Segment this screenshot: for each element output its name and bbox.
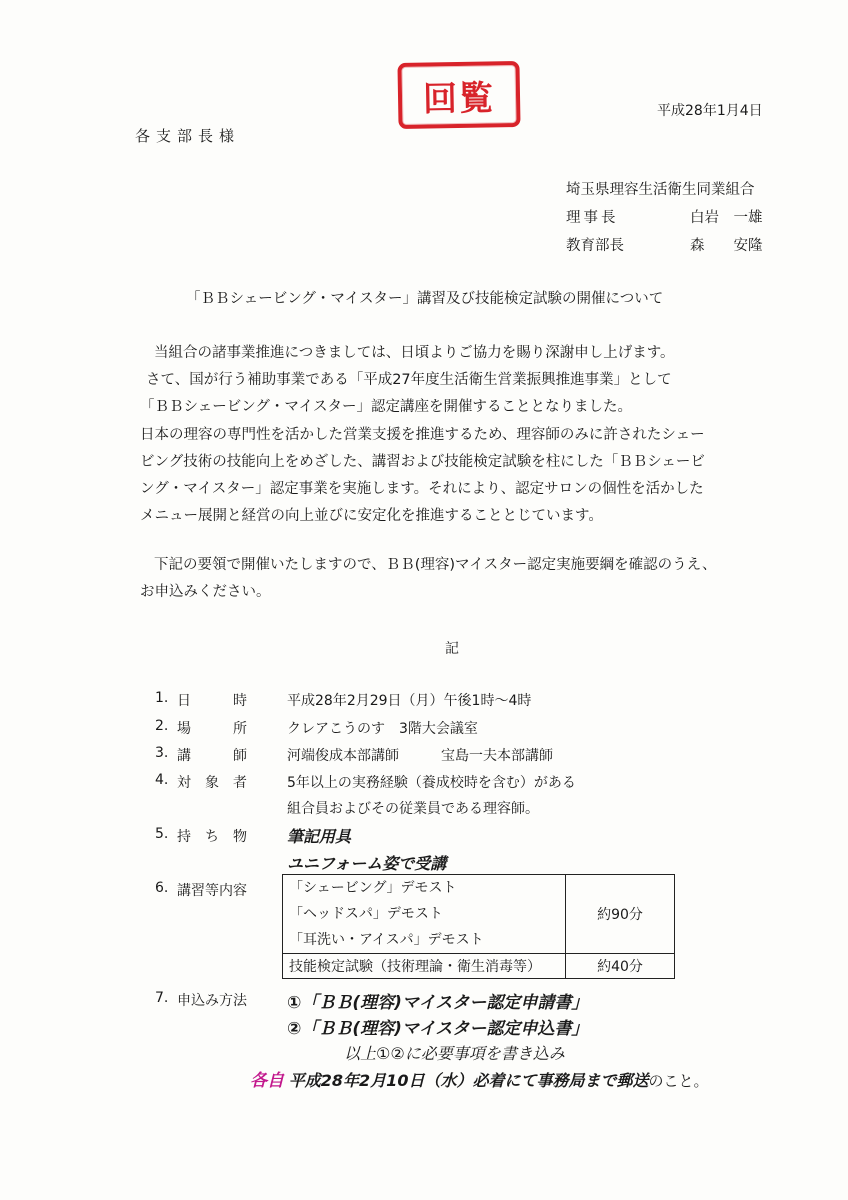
item-number: 5. [155, 826, 169, 842]
item-number: 2. [155, 718, 169, 734]
handwritten-note: 各自 [250, 1071, 284, 1091]
item-value-target-2: 組合員およびその従業員である理容師。 [287, 801, 539, 817]
apply-deadline-line [250, 1066, 708, 1091]
item-value-instructor: 河端俊成本部講師 宝島一夫本部講師 [287, 748, 553, 764]
document-date: 平成28年1月4日 [657, 103, 763, 119]
item-label-instructor: 講 師 [177, 748, 247, 764]
item-value-belongings: 筆記用具 [287, 827, 352, 846]
body-line: 日本の理容の専門性を活かした営業支援を推進するため、理容師のみに許されたシェー [140, 426, 705, 443]
document-title: 「ＢＢシェービング・マイスター」講習及び技能検定試験の開催について [186, 291, 664, 307]
apply-instruction: 以上①②に必要事項を書き込み [344, 1044, 565, 1063]
course-time-cell: 約90分 [566, 875, 675, 954]
item-value-datetime: 平成28年2月29日（月）午後1時～4時 [287, 693, 532, 709]
item-value-uniform: ユニフォーム姿で受講 [287, 854, 447, 873]
exam-time-cell: 約40分 [566, 954, 675, 979]
course-item: 「耳洗い・アイスパ」デモスト [289, 932, 484, 948]
item-label-target: 対 象 者 [177, 775, 247, 791]
apply-form-2: ②「ＢＢ(理容)マイスター認定申込書」 [287, 1019, 589, 1039]
item-number: 7. [155, 990, 169, 1006]
sender-name-education: 森 安隆 [690, 238, 763, 254]
sender-role-chairman: 理事長 [566, 210, 619, 226]
course-items-cell [283, 875, 566, 954]
item-number: 4. [155, 772, 169, 788]
course-item: 「ヘッドスパ」デモスト [289, 906, 443, 922]
sender-name-chairman: 白岩 一雄 [690, 210, 763, 226]
sender-role-education: 教育部長 [566, 238, 624, 254]
course-table [282, 874, 675, 979]
ki-heading: 記 [445, 641, 459, 657]
body-line: さて、国が行う補助事業である「平成27年度生活衛生営業振興推進事業」として [146, 372, 672, 389]
body-line: メニュー展開と経営の向上並びに安定化を推進することとじています。 [140, 508, 603, 525]
item-label-datetime: 日 時 [177, 693, 247, 709]
item-number: 1. [155, 690, 169, 706]
table-row [283, 954, 675, 979]
table-row [283, 875, 675, 954]
sender-organization: 埼玉県理容生活衛生同業組合 [566, 182, 755, 198]
course-item: 「シェービング」デモスト [289, 880, 457, 896]
item-label-application: 申込み方法 [177, 993, 247, 1009]
body-line: ビング技術の技能向上をめざした、講習および技能検定試験を柱にした「ＢＢシェービ [140, 453, 705, 470]
apply-form-1: ①「ＢＢ(理容)マイスター認定申請書」 [287, 993, 589, 1013]
body-line: 「ＢＢシェービング・マイスター」認定講座を開催することとなりました。 [140, 399, 632, 416]
body-line: 当組合の諸事業推進につきましては、日頃よりご協力を賜り深謝申し上げます。 [154, 345, 675, 361]
item-label-content: 講習等内容 [177, 883, 247, 899]
item-value-venue: クレアこうのす 3階大会議室 [287, 721, 478, 737]
addressee: 各支部長様 [135, 127, 241, 145]
body-line: 下記の要領で開催いたしますので、ＢＢ(理容)マイスター認定実施要綱を確認のうえ、 [154, 557, 717, 573]
exam-cell: 技能検定試験（技術理論・衛生消毒等） [283, 954, 566, 979]
apply-deadline-tail: のこと。 [648, 1072, 709, 1090]
body-line: お申込みください。 [140, 584, 271, 601]
item-label-venue: 場 所 [177, 721, 247, 737]
body-paragraph-2 [140, 552, 780, 606]
item-number: 6. [155, 880, 169, 896]
apply-deadline: 平成28年2月10日（水）必着にて事務局まで郵送 [288, 1071, 649, 1090]
item-label-belongings: 持 ち 物 [177, 829, 247, 845]
circulation-stamp: 回覧 [397, 61, 520, 129]
item-number: 3. [155, 745, 169, 761]
body-paragraph [140, 340, 780, 530]
body-line: ング・マイスター」認定事業を実施します。それにより、認定サロンの個性を活かした [140, 481, 704, 498]
item-value-target: 5年以上の実務経験（養成校時を含む）がある [287, 775, 576, 791]
